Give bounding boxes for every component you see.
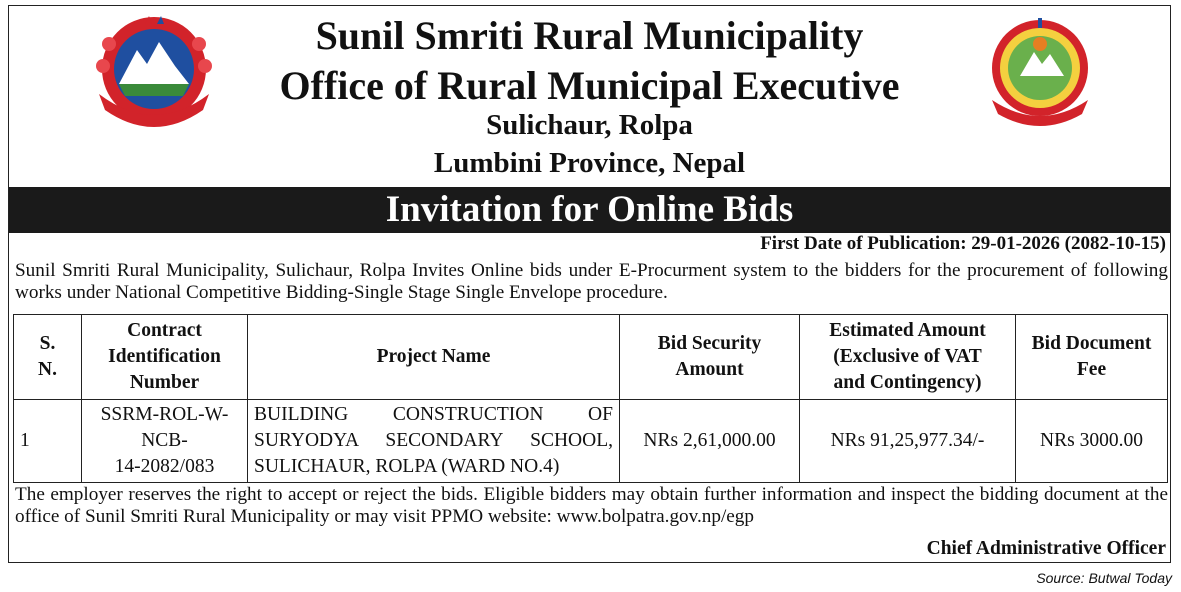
- address-line: Sulichaur, Rolpa: [486, 109, 693, 141]
- notice-header: [9, 6, 1170, 186]
- header-bid-security: Bid Security Amount: [620, 315, 800, 400]
- intro-paragraph: Sunil Smriti Rural Municipality, Sulichaur, Rolpa Invites Online bids under E-Procurment system to the bidders for the procurement of following works under National Competitive Bidding-Single Stage Single Envelope procedure.: [15, 260, 1168, 303]
- bids-table: [13, 314, 1168, 483]
- table-row: [14, 400, 1168, 483]
- header-sn: S. N.: [14, 315, 82, 400]
- notice-frame: [8, 5, 1171, 563]
- province-line: Lumbini Province, Nepal: [433, 147, 746, 179]
- header-bid-document-fee: Bid Document Fee: [1016, 315, 1168, 400]
- source-credit: Source: Butwal Today: [1036, 570, 1172, 586]
- cell-sn: 1: [14, 400, 82, 483]
- header-project-name: Project Name: [248, 315, 620, 400]
- cell-bid-document-fee: NRs 3000.00: [1016, 400, 1168, 483]
- sunil-smriti-municipality-logo-icon: [984, 14, 1096, 130]
- municipality-name: Sunil Smriti Rural Municipality: [315, 13, 864, 58]
- cell-contract-id: SSRM-ROL-W- NCB- 14-2082/083: [82, 400, 248, 483]
- closing-paragraph: The employer reserves the right to accept or reject the bids. Eligible bidders may obtain further information and inspect the bidding document at the office of Sunil Smriti Rural Municipality or may visit PPMO website: www.bolpatra.gov.np/egp: [15, 484, 1168, 527]
- cell-estimated-amount: NRs 91,25,977.34/-: [800, 400, 1016, 483]
- cell-bid-security: NRs 2,61,000.00: [620, 400, 800, 483]
- publication-date: First Date of Publication: 29-01-2026 (2082-10-15): [760, 233, 1166, 254]
- header-contract-id: Contract Identification Number: [82, 315, 248, 400]
- cell-project-name: BUILDING CONSTRUCTION OF SURYODYA SECONDARY SCHOOL, SULICHAUR, ROLPA (WARD NO.4): [248, 400, 620, 483]
- notice-title-banner: Invitation for Online Bids: [9, 187, 1170, 233]
- table-header-row: [14, 315, 1168, 400]
- signature-title: Chief Administrative Officer: [926, 538, 1166, 559]
- header-estimated-amount: Estimated Amount (Exclusive of VAT and Contingency): [800, 315, 1016, 400]
- office-name: Office of Rural Municipal Executive: [279, 63, 900, 108]
